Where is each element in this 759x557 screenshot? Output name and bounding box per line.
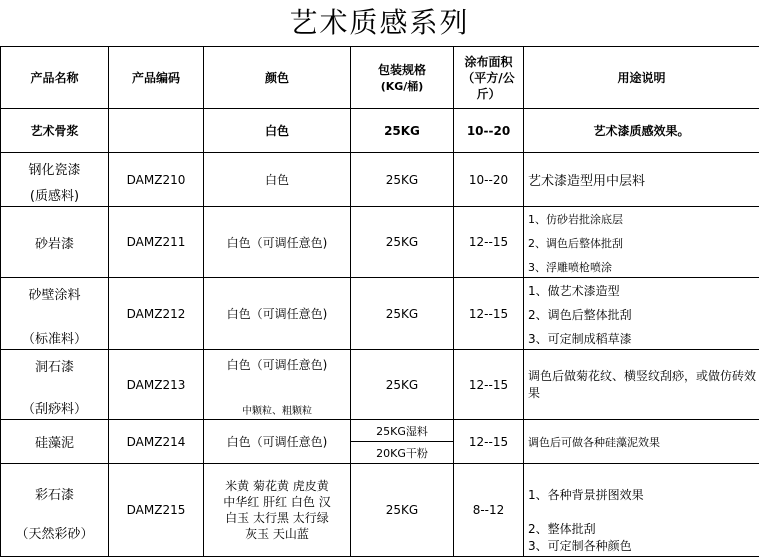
cell-code: DAMZ215 [109,464,204,557]
cell-color: 白色 [204,153,351,207]
usage-line: 1、做艺术漆造型 [528,284,620,298]
cell-pack: 25KG [351,207,454,278]
header-pack-unit: (KG/桶) [380,80,424,93]
cell-color [204,464,351,557]
cell-name [1,278,109,350]
cell-color: 白色（可调任意色) [204,278,351,350]
cell-code: DAMZ214 [109,420,204,464]
cell-code [109,109,204,153]
cell-usage [524,464,759,557]
header-area-unit-a: （平方/公 [462,70,515,85]
cell-name [1,153,109,207]
cell-name-main: 彩石漆 [34,488,74,503]
cell-name-sub: （标准料） [21,332,87,347]
cell-color: 白色 [204,109,351,153]
cell-usage: 艺术漆质感效果。 [524,109,759,153]
cell-usage: 调色后做菊花纹、横竖纹刮痧，或做仿砖效果 [524,350,759,420]
color-line: 米黄 菊花黄 虎皮黄 [225,479,329,493]
header-area-unit-b: 斤） [476,86,501,101]
usage-line: 2、调色后整体批刮 [528,237,623,250]
cell-pack: 25KG [351,350,454,420]
cell-usage: 艺术漆造型用中层料 [524,153,759,207]
table-row [1,420,759,464]
usage-line: 3、浮雕喷枪喷涂 [528,261,612,274]
cell-area: 12--15 [454,350,524,420]
usage-line: 3、可定制各种颜色 [528,539,632,553]
cell-name [1,350,109,420]
usage-line: 3、可定制成稻草漆 [528,332,632,346]
product-table [0,46,759,557]
usage-line: 1、仿砂岩批涂底层 [528,213,623,226]
cell-area: 12--15 [454,278,524,350]
header-name: 产品名称 [1,47,109,109]
table-row [1,278,759,350]
cell-area: 8--12 [454,464,524,557]
header-pack [351,47,454,109]
header-area [454,47,524,109]
cell-pack: 25KG [351,109,454,153]
table-row [1,109,759,153]
cell-code: DAMZ211 [109,207,204,278]
cell-pack [351,420,454,464]
cell-name [1,464,109,557]
cell-name: 硅藻泥 [1,420,109,464]
color-line: 中华红 肝红 白色 汉 [223,495,331,509]
cell-pack-wet: 25KG湿料 [351,420,453,442]
cell-area: 12--15 [454,207,524,278]
cell-name-main: 洞石漆 [34,360,74,375]
sheet-title: 艺术质感系列 [289,6,470,39]
header-area-label: 涂布面积 [464,54,513,69]
usage-line: 2、整体批刮 [528,522,596,536]
cell-color-main: 白色（可调任意色) [226,358,328,372]
usage-line: 1、各种背景拼图效果 [528,488,644,502]
cell-area: 12--15 [454,420,524,464]
header-row [1,47,759,109]
header-usage: 用途说明 [524,47,759,109]
header-pack-label: 包装规格 [377,63,426,77]
table-row [1,207,759,278]
color-line: 白玉 太行黑 太行绿 [225,511,329,525]
cell-color [204,350,351,420]
header-color: 颜色 [204,47,351,109]
cell-usage [524,207,759,278]
cell-name: 艺术骨浆 [1,109,109,153]
cell-pack: 25KG [351,153,454,207]
cell-usage: 调色后可做各种硅藻泥效果 [524,420,759,464]
cell-area: 10--20 [454,153,524,207]
cell-usage [524,278,759,350]
color-line: 灰玉 天山蓝 [245,527,309,541]
cell-code: DAMZ213 [109,350,204,420]
cell-code: DAMZ212 [109,278,204,350]
cell-name-sub: （天然彩砂） [15,527,94,542]
cell-name-main: 钢化瓷漆 [28,163,81,178]
cell-name-sub: （刮痧料） [21,402,87,417]
cell-color: 白色（可调任意色) [204,207,351,278]
cell-code: DAMZ210 [109,153,204,207]
cell-area: 10--20 [454,109,524,153]
cell-color-sub: 中颗粒、粗颗粒 [242,406,312,417]
cell-name-sub: (质感料) [29,189,80,204]
cell-pack: 25KG [351,278,454,350]
table-row [1,464,759,557]
cell-name: 砂岩漆 [1,207,109,278]
cell-pack: 25KG [351,464,454,557]
cell-color: 白色（可调任意色) [204,420,351,464]
cell-name-main: 砂壁涂料 [28,288,81,303]
header-code: 产品编码 [109,47,204,109]
table-row [1,153,759,207]
usage-line: 2、调色后整体批刮 [528,308,632,322]
table-row [1,350,759,420]
cell-pack-dry: 20KG干粉 [376,446,428,460]
